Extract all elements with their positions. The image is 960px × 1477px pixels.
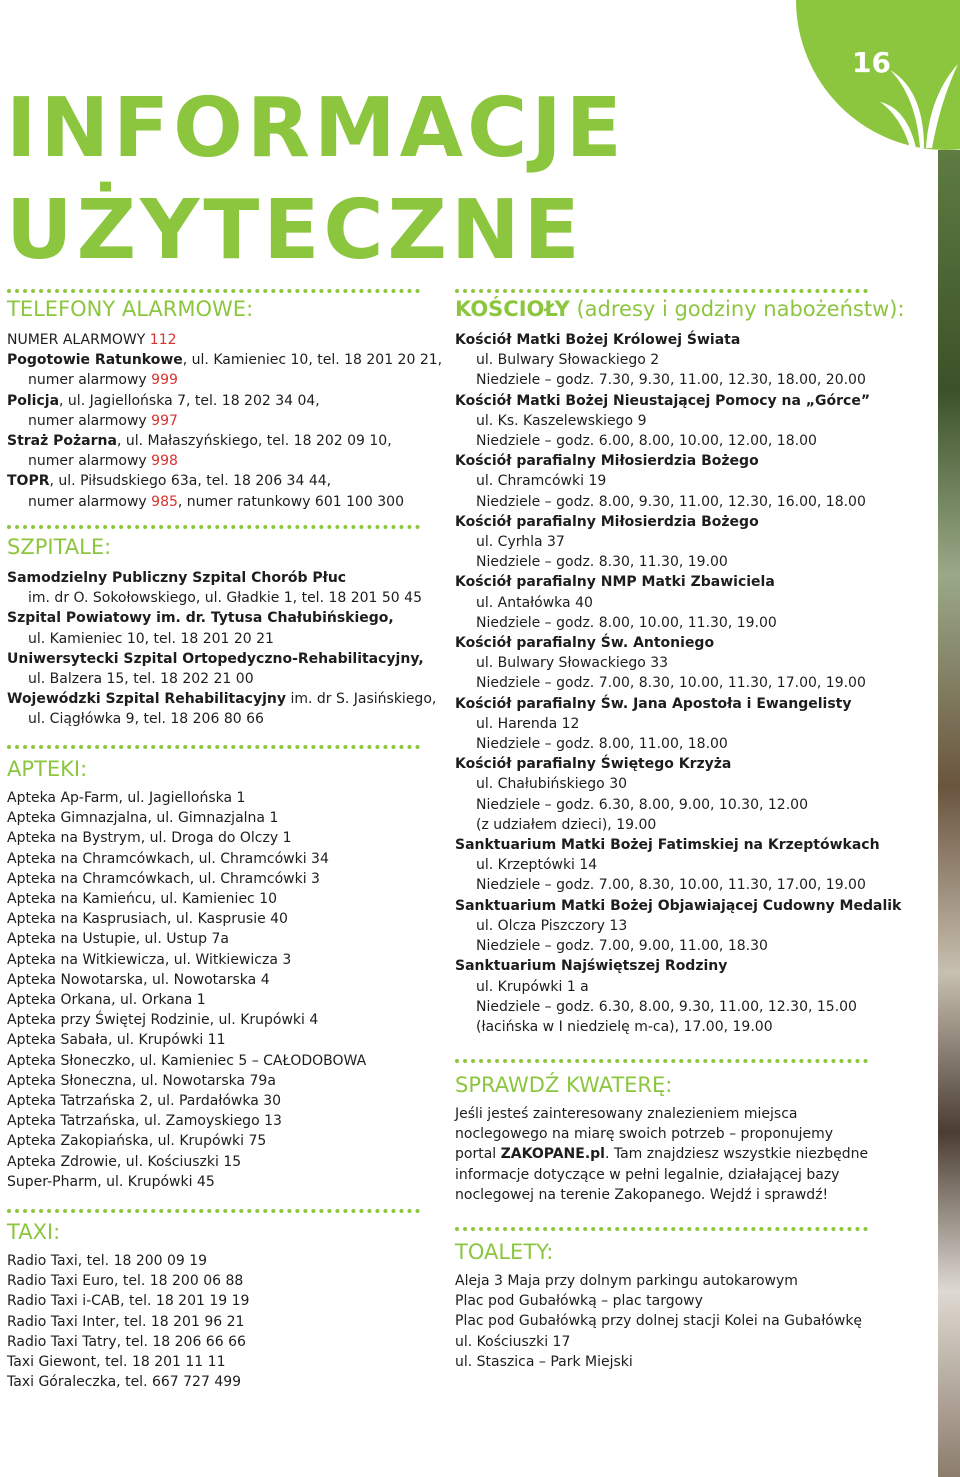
list-item: Apteka Orkana, ul. Orkana 1 (7, 992, 206, 1009)
section-heading-taxi: TAXI: (7, 1220, 61, 1244)
list-item: Apteka Tatrzańska, ul. Zamoyskiego 13 (7, 1113, 282, 1130)
list-item: Taxi Góraleczka, tel. 667 727 499 (7, 1374, 242, 1391)
paragraph-line: noclegowej na terenie Zakopanego. Wejdź i sprawdź! (455, 1186, 829, 1203)
list-item: Niedziele – godz. 7.30, 9.30, 11.00, 12.30, 18.00, 20.00 (476, 372, 866, 389)
list-item: Kościół Matki Bożej Nieustającej Pomocy na „Górce” (455, 392, 871, 409)
list-item: Apteka Sabała, ul. Krupówki 11 (7, 1032, 226, 1049)
list-item: Apteka na Ustupie, ul. Ustup 7a (7, 931, 229, 948)
szpitale-list (7, 568, 436, 730)
list-item: Kościół parafialny NMP Matki Zbawiciela (455, 574, 775, 591)
list-item: Niedziele – godz. 8.30, 11.30, 19.00 (476, 554, 728, 571)
list-item: (łacińska w I niedzielę m-ca), 17.00, 19.00 (476, 1018, 773, 1035)
list-item: ul. Olcza Piszczory 13 (476, 917, 628, 934)
leaf-icon (880, 50, 960, 150)
list-item: Niedziele – godz. 8.00, 11.00, 18.00 (476, 736, 728, 753)
list-item: Radio Taxi Inter, tel. 18 201 96 21 (7, 1313, 245, 1330)
list-item: numer alarmowy 998 (28, 453, 178, 470)
list-item: Niedziele – godz. 7.00, 8.30, 10.00, 11.30, 17.00, 19.00 (476, 675, 866, 692)
divider (455, 1059, 868, 1063)
list-item: ul. Ciągłówka 9, tel. 18 206 80 66 (28, 711, 264, 728)
section-heading-telefony: TELEFONY ALARMOWE: (7, 297, 254, 321)
list-item: Pogotowie Ratunkowe, ul. Kamieniec 10, tel. 18 201 20 21, (7, 352, 443, 369)
divider (7, 289, 420, 293)
page-number: 16 (852, 46, 891, 79)
list-item: Kościół parafialny Świętego Krzyża (455, 756, 732, 773)
toalety-list (455, 1271, 862, 1372)
list-item: Niedziele – godz. 6.30, 8.00, 9.00, 10.30, 12.00 (476, 796, 808, 813)
page-title-line1: INFORMACJE (6, 81, 626, 176)
divider (7, 1209, 420, 1213)
list-item: Apteka Gimnazjalna, ul. Gimnazjalna 1 (7, 810, 279, 827)
list-item: Super-Pharm, ul. Krupówki 45 (7, 1173, 215, 1190)
list-item: Wojewódzki Szpital Rehabilitacyjny im. dr S. Jasińskiego, (7, 691, 437, 708)
section-heading-koscioly: KOŚCIOŁY (adresy i godziny nabożeństw): (455, 297, 905, 321)
page-title-line2: UŻYTECZNE (6, 183, 584, 278)
list-item: ul. Bulwary Słowackiego 2 (476, 352, 660, 369)
list-item: Apteka Zdrowie, ul. Kościuszki 15 (7, 1153, 242, 1170)
list-item: Sanktuarium Matki Bożej Objawiającej Cudowny Medalik (455, 897, 902, 914)
list-item: Kościół parafialny Miłosierdzia Bożego (455, 453, 759, 470)
list-item: Apteka na Kasprusiach, ul. Kasprusie 40 (7, 911, 288, 928)
list-item: numer alarmowy 985, numer ratunkowy 601 100 300 (28, 493, 404, 510)
paragraph-line: informacje dotyczące w pełni legalnie, działającej bazy (455, 1166, 840, 1183)
list-item: ul. Cyrhla 37 (476, 534, 565, 551)
list-item: Niedziele – godz. 6.30, 8.00, 9.30, 11.00, 12.30, 15.00 (476, 998, 857, 1015)
section-heading-toalety: TOALETY: (455, 1240, 554, 1264)
list-item: (z udziałem dzieci), 19.00 (476, 816, 657, 833)
list-item: Niedziele – godz. 7.00, 9.00, 11.00, 18.30 (476, 938, 768, 955)
list-item: Apteka na Chramcówkach, ul. Chramcówki 34 (7, 850, 329, 867)
list-item: Apteka Słoneczko, ul. Kamieniec 5 – CAŁODOBOWA (7, 1052, 367, 1069)
list-item: Niedziele – godz. 7.00, 8.30, 10.00, 11.30, 17.00, 19.00 (476, 877, 866, 894)
list-item: Apteka na Witkiewicza, ul. Witkiewicza 3 (7, 951, 292, 968)
list-item: NUMER ALARMOWY 112 (7, 332, 177, 348)
list-item: Samodzielny Publiczny Szpital Chorób Płuc (7, 570, 347, 586)
list-item: Radio Taxi i-CAB, tel. 18 201 19 19 (7, 1293, 250, 1310)
list-item: Uniwersytecki Szpital Ortopedyczno-Rehabilitacyjny, (7, 650, 424, 667)
taxi-list (7, 1251, 249, 1392)
list-item: numer alarmowy 997 (28, 412, 178, 429)
section-heading-apteki: APTEKI: (7, 757, 88, 781)
section-heading-kwatera: SPRAWDŹ KWATERĘ: (455, 1073, 673, 1097)
list-item: Apteka Zakopiańska, ul. Krupówki 75 (7, 1133, 267, 1150)
list-item: Taxi Giewont, tel. 18 201 11 11 (7, 1354, 226, 1371)
list-item: Apteka na Chramcówkach, ul. Chramcówki 3 (7, 870, 320, 887)
list-item: Niedziele – godz. 6.00, 8.00, 10.00, 12.00, 18.00 (476, 433, 817, 450)
list-item: Kościół parafialny Św. Jana Apostoła i Ewangelisty (455, 695, 852, 712)
list-item: Apteka przy Świętej Rodzinie, ul. Krupówki 4 (7, 1012, 319, 1029)
divider (455, 1227, 868, 1231)
list-item: Kościół parafialny Miłosierdzia Bożego (455, 513, 759, 530)
list-item: ul. Harenda 12 (476, 715, 580, 732)
list-item: Apteka Ap-Farm, ul. Jagiellońska 1 (7, 790, 246, 806)
list-item: Radio Taxi, tel. 18 200 09 19 (7, 1253, 208, 1269)
paragraph-line: portal ZAKOPANE.pl. Tam znajdziesz wszystkie niezbędne (455, 1146, 869, 1163)
list-item: Apteka Nowotarska, ul. Nowotarska 4 (7, 971, 270, 988)
list-item: Apteka Tatrzańska 2, ul. Pardałówka 30 (7, 1093, 282, 1110)
list-item: Policja, ul. Jagiellońska 7, tel. 18 202 34 04, (7, 392, 320, 409)
list-item: TOPR, ul. Piłsudskiego 63a, tel. 18 206 34 44, (7, 473, 332, 490)
list-item: Szpital Powiatowy im. dr. Tytusa Chałubińskiego, (7, 610, 394, 627)
list-item: ul. Chramcówki 19 (476, 473, 607, 490)
paragraph-line: noclegowego na miarę swoich potrzeb – proponujemy (455, 1126, 834, 1143)
divider (7, 525, 420, 529)
list-item: Apteka na Bystrym, ul. Droga do Olczy 1 (7, 830, 292, 847)
section-heading-szpitale: SZPITALE: (7, 535, 112, 559)
side-photo-strip (938, 150, 960, 1477)
list-item: Apteka na Kamieńcu, ul. Kamieniec 10 (7, 891, 278, 908)
list-item: ul. Krupówki 1 a (476, 978, 589, 995)
list-item: Sanktuarium Matki Bożej Fatimskiej na Krzeptówkach (455, 837, 880, 854)
list-item: ul. Krzeptówki 14 (476, 857, 598, 874)
list-item: Sanktuarium Najświętszej Rodziny (455, 958, 728, 975)
list-item: Kościół Matki Bożej Królowej Świata (455, 332, 741, 348)
list-item: Radio Taxi Tatry, tel. 18 206 66 66 (7, 1333, 246, 1350)
list-item: ul. Kościuszki 17 (455, 1333, 571, 1350)
list-item: ul. Ks. Kaszelewskiego 9 (476, 412, 647, 429)
list-item: Plac pod Gubałówką – plac targowy (455, 1293, 703, 1310)
portal-link[interactable]: ZAKOPANE.pl (500, 1146, 605, 1163)
paragraph-line: Jeśli jesteś zainteresowany znalezieniem miejsca (455, 1106, 798, 1122)
list-item: numer alarmowy 999 (28, 372, 178, 389)
list-item: ul. Antałówka 40 (476, 594, 593, 611)
list-item: im. dr O. Sokołowskiego, ul. Gładkie 1, tel. 18 201 50 45 (28, 590, 422, 607)
list-item: Niedziele – godz. 8.00, 10.00, 11.30, 19.00 (476, 614, 777, 631)
list-item: Niedziele – godz. 8.00, 9.30, 11.00, 12.30, 16.00, 18.00 (476, 493, 866, 510)
list-item: Radio Taxi Euro, tel. 18 200 06 88 (7, 1273, 244, 1290)
list-item: ul. Staszica – Park Miejski (455, 1353, 633, 1370)
list-item: ul. Chałubińskiego 30 (476, 776, 628, 793)
kwatera-text (455, 1104, 868, 1205)
divider (455, 289, 868, 293)
list-item: ul. Kamieniec 10, tel. 18 201 20 21 (28, 630, 274, 647)
telefony-list (7, 330, 442, 512)
list-item: Kościół parafialny Św. Antoniego (455, 635, 715, 652)
koscioly-list (455, 330, 901, 1037)
divider (7, 745, 420, 749)
list-item: ul. Bulwary Słowackiego 33 (476, 655, 669, 672)
list-item: Apteka Słoneczna, ul. Nowotarska 79a (7, 1072, 276, 1089)
list-item: Plac pod Gubałówką przy dolnej stacji Kolei na Gubałówkę (455, 1313, 863, 1330)
apteki-list (7, 788, 366, 1192)
list-item: Aleja 3 Maja przy dolnym parkingu autokarowym (455, 1273, 798, 1289)
list-item: ul. Balzera 15, tel. 18 202 21 00 (28, 671, 254, 688)
list-item: Straż Pożarna, ul. Małaszyńskiego, tel. 18 202 09 10, (7, 433, 392, 450)
